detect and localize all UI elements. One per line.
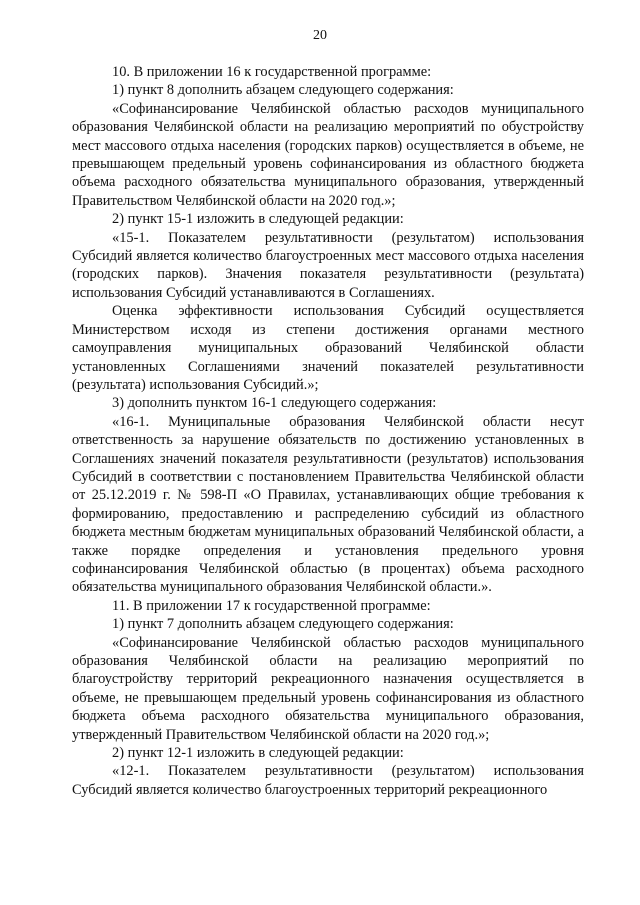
paragraph-item-1-point-7: 1) пункт 7 дополнить абзацем следующего содержания:: [112, 616, 454, 633]
paragraph-item-3-point-16-1: 3) дополнить пунктом 16-1 следующего содержания:: [112, 395, 437, 412]
paragraph-item-2-point-15-1: 2) пункт 15-1 изложить в следующей редакции:: [112, 211, 404, 228]
paragraph-section-10-heading: 10. В приложении 16 к государственной программе:: [112, 64, 432, 80]
paragraph-point-15-1-text: «15-1. Показателем результативности (результатом) использования Субсидий является количество благоустроенных мест массового отдыха населения (городских парков). Значения показателя результативности (результата) использования Субсидий устанавливаются в Соглашениях.: [72, 229, 584, 301]
paragraph-point-12-1-text: «12-1. Показателем результативности (результатом) использования Субсидий является количество благоустроенных территорий рекреационного: [72, 763, 584, 798]
paragraph-point-16-1-text: «16-1. Муниципальные образования Челябинской области несут ответственность за нарушение обязательств по достижению установленных в Соглашениях значений показателя результативности (результатов) использования Субсидий в соответствии с постановлением Правительства Челябинской области от 25.12.2019 г. № 598-П «О Правилах, устанавливающих общие требования к формированию, предоставлению и распределению субсидий из областного бюджета местным бюджетам муниципальных образований Челябинской области, а также порядке определения и установления предельного уровня софинансирования Челябинской областью (в процентах) объема расходного обязательства муниципального образования Челябинской области.».: [72, 413, 584, 596]
paragraph-efficiency-assessment: Оценка эффективности использования Субсидий осуществляется Министерством исходя из степени достижения органами местного самоуправления муниципальных образований Челябинской области установленных Соглашениями значений показателей результативности (результата) использования Субсидий.»;: [72, 303, 584, 393]
document-body: [72, 63, 584, 799]
paragraph-item-2-point-12-1: 2) пункт 12-1 изложить в следующей редакции:: [112, 745, 404, 762]
page-number: 20: [313, 28, 327, 43]
paragraph-item-1-point-8: 1) пункт 8 дополнить абзацем следующего содержания:: [112, 82, 454, 99]
paragraph-cofinancing-parks: «Софинансирование Челябинской областью расходов муниципального образования Челябинской области на реализацию мероприятий по обустройству мест массового отдыха населения (городских парков) осуществляется в объеме, не превышающем предельный уровень софинансирования из областного бюджета объема расходного обязательства муниципального образования, утвержденный Правительством Челябинской области на 2020 год.»;: [72, 100, 584, 209]
paragraph-section-11-heading: 11. В приложении 17 к государственной программе:: [112, 597, 431, 614]
paragraph-cofinancing-recreation: «Софинансирование Челябинской областью расходов муниципального образования Челябинской области на реализацию мероприятий по благоустройству территорий рекреационного назначения осуществляется в объеме, не превышающем предельный уровень софинансирования из областного бюджета объема расходного обязательства муниципального образования, утвержденный Правительством Челябинской области на 2020 год.»;: [72, 634, 584, 743]
